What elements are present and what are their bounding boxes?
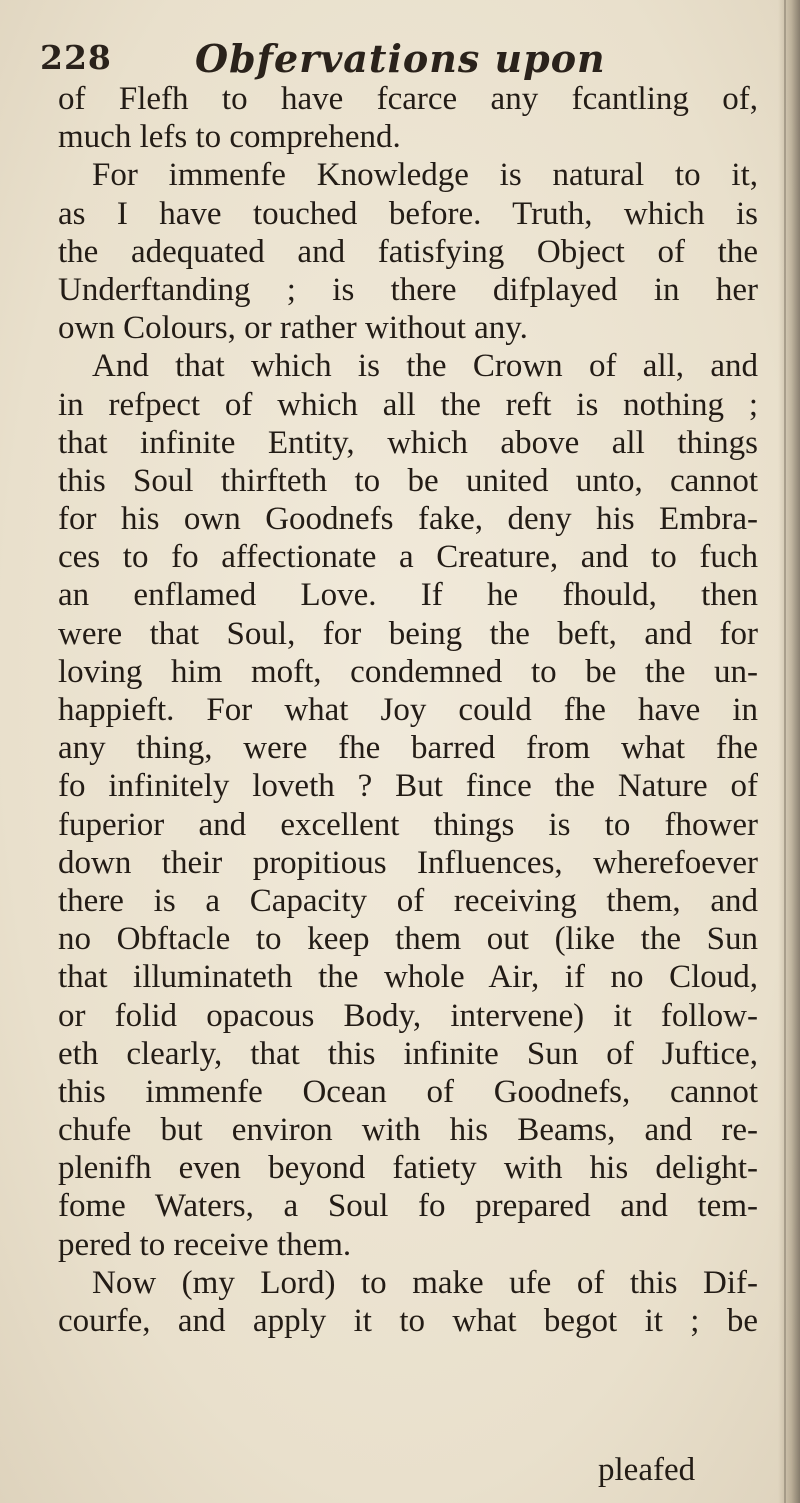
text-line: much lefs to comprehend. <box>58 119 401 156</box>
text-line: pered to receive them. <box>58 1226 352 1263</box>
text-line: down their propitious Influences, wherefoever <box>58 844 758 881</box>
text-line: there is a Capacity of receiving them, and <box>58 882 758 919</box>
text-line: were that Soul, for being the beft, and for <box>58 615 758 652</box>
text-line: loving him moft, condemned to be the un- <box>58 653 758 690</box>
text-line: the adequated and fatisfying Object of the <box>58 233 758 270</box>
text-line: for his own Goodnefs fake, deny his Embra- <box>58 501 758 538</box>
text-line: Now (my Lord) to make ufe of this Dif- <box>92 1264 758 1301</box>
text-line: fo infinitely loveth ? But fince the Nature of <box>58 768 758 805</box>
text-line: this Soul thirfteth to be united unto, cannot <box>58 462 758 499</box>
text-line: own Colours, or rather without any. <box>58 310 528 347</box>
catchword: pleafed <box>598 1452 696 1488</box>
text-line: as I have touched before. Truth, which is <box>58 195 758 232</box>
text-line: chufe but environ with his Beams, and re- <box>58 1112 758 1149</box>
text-line: an enflamed Love. If he fhould, then <box>58 577 758 614</box>
text-line: eth clearly, that this infinite Sun of Juftice, <box>58 1035 758 1072</box>
text-line: And that which is the Crown of all, and <box>92 348 758 385</box>
text-line: of Flefh to have fcarce any fcantling of, <box>58 81 758 117</box>
text-line: Underftanding ; is there difplayed in her <box>58 271 758 308</box>
text-line: that illuminateth the whole Air, if no Cloud, <box>58 959 758 996</box>
text-line: in refpect of which all the reft is nothing ; <box>58 386 758 423</box>
text-line: fuperior and excellent things is to fhower <box>58 806 758 843</box>
page-edge-line <box>784 0 786 1503</box>
text-body <box>58 80 758 1340</box>
text-line: courfe, and apply it to what begot it ; be <box>58 1303 758 1339</box>
text-line: that infinite Entity, which above all things <box>58 424 758 461</box>
text-line: ces to fo affectionate a Creature, and to fuch <box>58 539 758 576</box>
text-line: no Obftacle to keep them out (like the Sun <box>58 921 758 958</box>
text-line: fome Waters, a Soul fo prepared and tem- <box>58 1188 758 1225</box>
page-number: 228 <box>40 38 112 77</box>
text-line: happieft. For what Joy could fhe have in <box>58 692 758 728</box>
text-line: For immenfe Knowledge is natural to it, <box>92 157 758 194</box>
text-line: plenifh even beyond fatiety with his delight- <box>58 1150 758 1187</box>
running-head: Obfervations upon <box>195 36 606 81</box>
page-header <box>40 38 760 82</box>
text-line: or folid opacous Body, intervene) it follow- <box>58 997 758 1034</box>
text-line: any thing, were fhe barred from what fhe <box>58 730 758 767</box>
text-line: this immenfe Ocean of Goodnefs, cannot <box>58 1073 758 1110</box>
page-edge-shadow <box>778 0 800 1503</box>
